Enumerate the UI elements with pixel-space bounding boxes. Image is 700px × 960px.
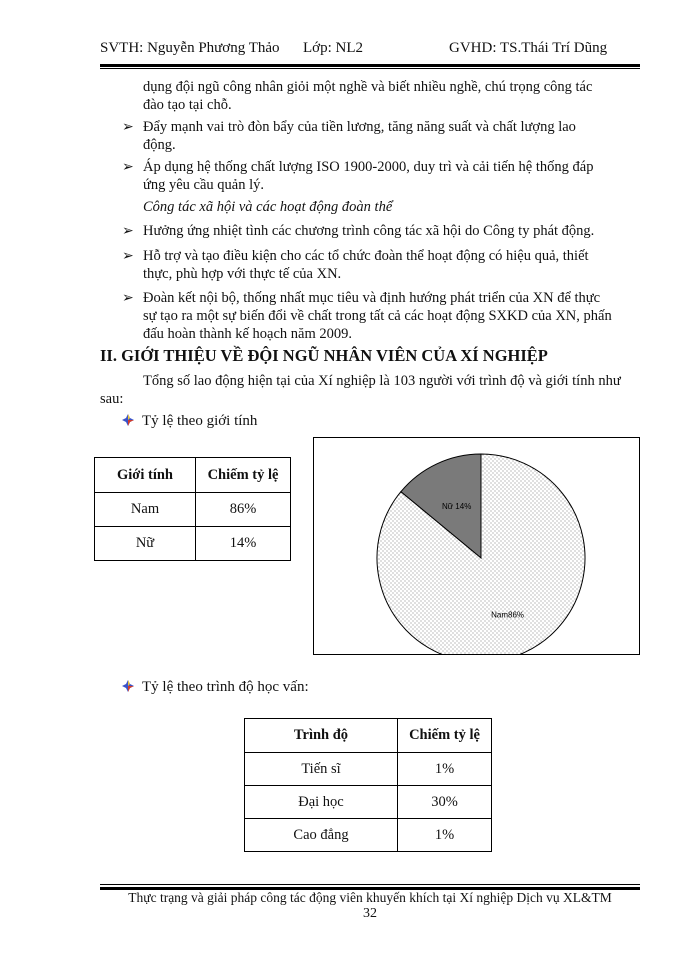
education-ratio-label (122, 678, 309, 696)
arrow-bullet-icon: ➢ (122, 223, 134, 239)
bullet-line: Đoàn kết nội bộ, thống nhất mục tiêu và định hướng phát triển của XN để thực (143, 290, 601, 306)
bullet-line: Hỗ trợ và tạo điều kiện cho các tổ chức đoàn thể hoạt động có hiệu quả, thiết (143, 248, 589, 264)
table-cell: 1% (398, 753, 492, 786)
table-cell: Đại học (245, 786, 398, 819)
table-row (245, 753, 492, 786)
arrow-bullet-icon: ➢ (122, 248, 134, 264)
continued-line-2: đào tạo tại chỗ. (143, 97, 232, 113)
bullet-line: đấu hoàn thành kế hoạch năm 2009. (143, 326, 352, 342)
bullet-line: sự tạo ra một sự biến đổi về chất trong tất cả các hoạt động SXKD của XN, phấn (143, 308, 612, 324)
intro-line-1: Tổng số lao động hiện tại của Xí nghiệp là 103 người với trình độ và giới tính như (143, 373, 621, 389)
table-cell: Nam (95, 493, 196, 527)
footer-text: Thực trạng và giải pháp công tác động viên khuyến khích tại Xí nghiệp Dịch vụ XL&TM (128, 890, 612, 905)
table-cell: 14% (196, 527, 291, 561)
table-cell: Tiến sĩ (245, 753, 398, 786)
class-name: Lớp: NL2 (303, 40, 364, 56)
bullet-line: Hưởng ứng nhiệt tình các chương trình công tác xã hội do Công ty phát động. (143, 223, 595, 239)
table-header-row (245, 719, 492, 753)
arrow-bullet-icon: ➢ (122, 119, 134, 135)
table-cell: Cao đẳng (245, 819, 398, 852)
page-header (100, 38, 640, 62)
education-table (244, 718, 492, 852)
bullet-line: thực, phù hợp với thực tế của XN. (143, 266, 342, 282)
gender-pie-chart (313, 437, 640, 655)
gender-ratio-text: Tỷ lệ theo giới tính (142, 413, 258, 429)
table-cell: 1% (398, 819, 492, 852)
intro-line-2: sau: (100, 391, 124, 407)
arrow-bullet-icon: ➢ (122, 290, 134, 306)
section-heading: II. GIỚI THIỆU VỀ ĐỘI NGŨ NHÂN VIÊN CỦA XÍ NGHIỆP (100, 346, 548, 365)
table-header-cell: Giới tính (95, 458, 196, 493)
bullet-line: ứng yêu cầu quản lý. (143, 177, 265, 193)
bullet-line: động. (143, 137, 176, 153)
education-ratio-text: Tỷ lệ theo trình độ học vấn: (142, 679, 309, 695)
table-row (95, 493, 291, 527)
table-header-cell: Chiếm tỷ lệ (196, 458, 291, 493)
arrow-bullet-icon: ➢ (122, 159, 134, 175)
table-row (95, 527, 291, 561)
continued-line-1: dụng đội ngũ công nhân giỏi một nghề và biết nhiều nghề, chú trọng công tác (143, 79, 593, 95)
pin-bullet-icon (122, 680, 134, 692)
table-header-cell: Trình độ (245, 719, 398, 753)
page-number: 32 (363, 906, 377, 921)
pie-chart-svg (314, 438, 639, 654)
bullet-line: Đẩy mạnh vai trò đòn bẩy của tiền lương, tăng năng suất và chất lượng lao (143, 119, 576, 135)
italic-subheading: Công tác xã hội và các hoạt động đoàn thể (143, 199, 393, 215)
table-row (245, 786, 492, 819)
header-rule (100, 64, 640, 67)
gender-ratio-label (122, 412, 257, 430)
gender-table (94, 457, 291, 561)
table-cell: 86% (196, 493, 291, 527)
table-header-cell: Chiếm tỷ lệ (398, 719, 492, 753)
advisor-name: GVHD: TS.Thái Trí Dũng (449, 40, 608, 56)
pie-data-label: Nữ 14% (441, 502, 472, 512)
pie-data-label: Nam86% (491, 610, 525, 620)
bullet-line: Áp dụng hệ thống chất lượng ISO 1900-2000, duy trì và cải tiến hệ thống đáp (143, 159, 594, 175)
pin-bullet-icon (122, 414, 134, 426)
student-name: SVTH: Nguyễn Phương Thảo (100, 40, 280, 56)
table-cell: Nữ (95, 527, 196, 561)
footer-rule-thin (100, 884, 640, 885)
header-rule-thin (100, 68, 640, 69)
table-row (245, 819, 492, 852)
table-cell: 30% (398, 786, 492, 819)
table-header-row (95, 458, 291, 493)
